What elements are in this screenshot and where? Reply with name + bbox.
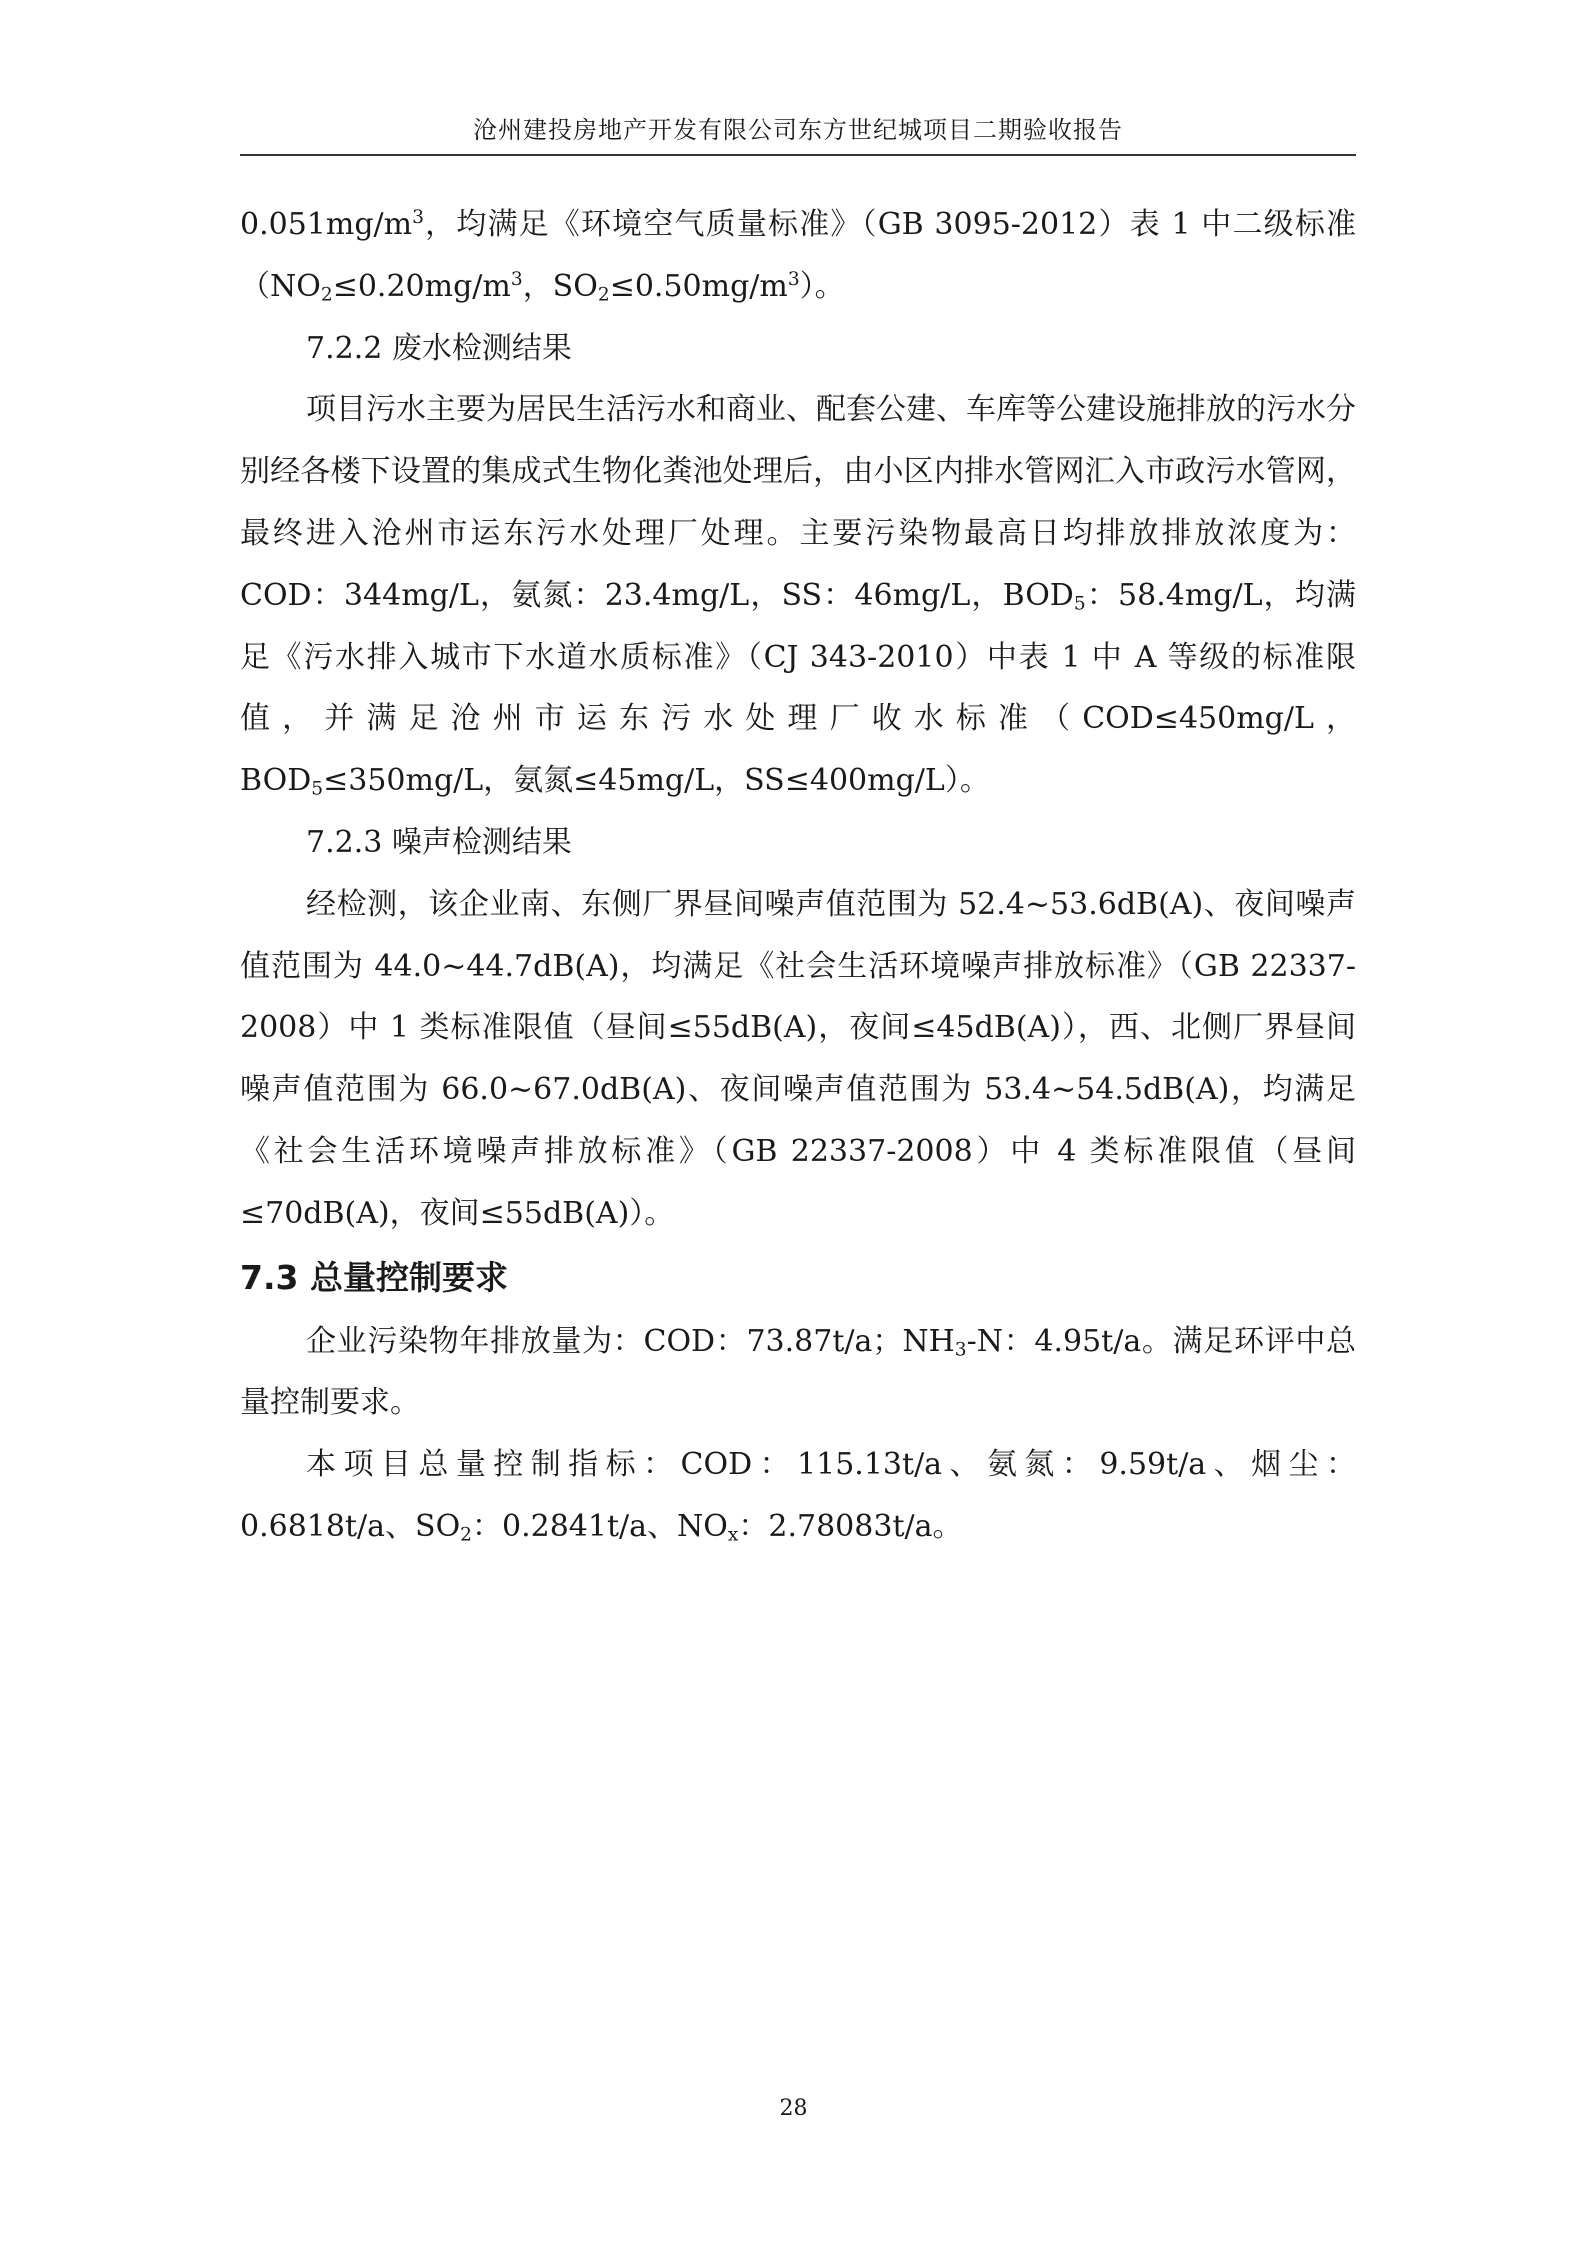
paragraph-wastewater: 项目污水主要为居民生活污水和商业、配套公建、车库等公建设施排放的污水分别经各楼下设置的集成式生物化粪池处理后，由小区内排水管网汇入市政污水管网，最终进入沧州市运东污水处理厂处理。主要污染物最高日均排放排放浓度为：COD：344mg/L，氨氮：23.4mg/L，SS：46mg/L，$BOD_5$：58.4mg/L，均满足《污水排入城市下水道水质标准》（CJ 343-2010）中表 1 中 A 等级的标准限值，并满足沧州市运东污水处理厂收水标准（COD≤450mg/L，$BOD_5\le 350mg/L$，氨氮≤45mg/L，SS≤400mg/L）。 [240,392,1357,800]
paragraph-air-quality-continued: $0.051mg/m^3$，均满足《环境空气质量标准》（GB 3095-2012）表 1 中二级标准（$NO_2\le 0.20mg/m^3$，$SO_2\le 0.50mg/m^3$）。 [240,206,1356,306]
heading-7-2-3: 7.2.3 噪声检测结果 [306,824,572,860]
paragraph-total-control-indicators: 本项目总量控制指标：COD：115.13t/a、氨氮：9.59t/a、烟尘：0.6818t/a、$SO_2$：0.2841t/a、$NO_x$：2.78083t/a。 [240,1447,1356,1546]
header-title: 沧州建投房地产开发有限公司东方世纪城项目二期验收报告 [473,116,1123,144]
paragraph-noise: 经检测，该企业南、东侧厂界昼间噪声值范围为 52.4~53.6dB(A)、夜间噪声值范围为 44.0~44.7dB(A)，均满足《社会生活环境噪声排放标准》（GB 22337-2008）中 1 类标准限值（昼间≤55dB(A)，夜间≤45dB(A)），西、北侧厂界昼间噪声值范围为 66.0~67.0dB(A)、夜间噪声值范围为 53.4~54.5dB(A)，均满足《社会生活环境噪声排放标准》（GB 22337-2008）中 4 类标准限值（昼间≤70dB(A)，夜间≤55dB(A)）。 [240,886,1356,1231]
heading-7-2-2: 7.2.2 废水检测结果 [306,330,572,366]
paragraph-total-emissions: 企业污染物年排放量为：COD：73.87t/a；$NH_3-N$：4.95t/a。满足环评中总量控制要求。 [240,1323,1356,1421]
page-number: 28 [779,2096,808,2121]
heading-7-3: 7.3 总量控制要求 [240,1257,508,1297]
page-header [240,106,1356,156]
document-body [240,194,1356,1558]
